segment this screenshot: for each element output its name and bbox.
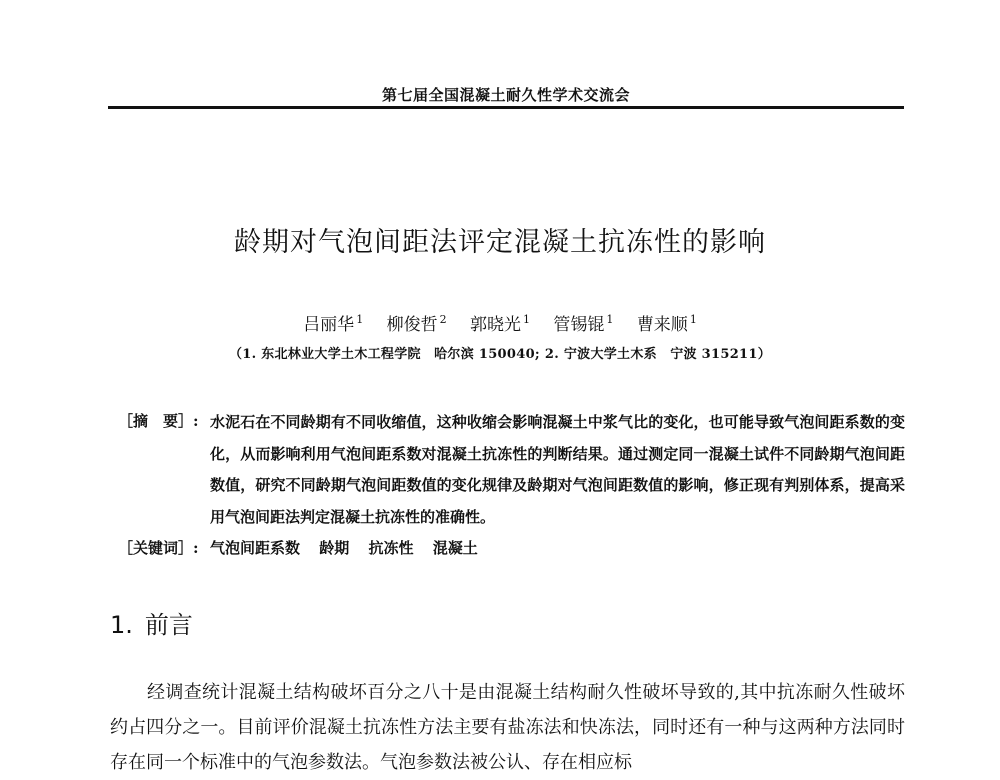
keywords-label: ［关键词］: <box>118 539 199 557</box>
author-name: 郭晓光 <box>470 315 521 335</box>
keywords-list <box>210 537 492 558</box>
abstract-label: ［摘 要］: <box>118 412 199 430</box>
abstract-text: 水泥石在不同龄期有不同收缩值，这种收缩会影响混凝土中浆气比的变化，也可能导致气泡间距系数的变化，从而影响利用气泡间距系数对混凝土抗冻性的判断结果。通过测定同一混凝土试件不同龄期气泡间距数值，研究不同龄期气泡间距数值的变化规律及龄期对气泡间距数值的影响，修正现有判别体系，提高采用气泡间距法判定混凝土抗冻性的准确性。 <box>210 413 905 526</box>
paper-title: 龄期对气泡间距法评定混凝土抗冻性的影响 <box>234 227 766 258</box>
keyword: 混凝土 <box>432 539 478 557</box>
body-paragraph: 经调查统计混凝土结构破坏百分之八十是由混凝土结构耐久性破坏导致的,其中抗冻耐久性破坏约占四分之一。目前评价混凝土抗冻性方法主要有盐冻法和快冻法，同时还有一种与这两种方法同时存在同一个标准中的气泡参数法。气泡参数法被公认、存在相应标 <box>110 682 905 773</box>
author-affil-mark: 1 <box>606 313 614 327</box>
author <box>387 315 447 335</box>
keyword: 龄期 <box>319 539 350 557</box>
section-number: 1. <box>110 611 133 639</box>
author-affil-mark: 1 <box>523 313 530 327</box>
author-name: 柳俊哲 <box>386 315 438 335</box>
author-name: 吕丽华 <box>303 315 355 335</box>
keyword: 抗冻性 <box>368 539 414 557</box>
author <box>553 315 613 335</box>
author <box>637 315 697 335</box>
section-title: 前言 <box>144 611 193 639</box>
author-affil-mark: 1 <box>356 313 364 327</box>
author-affil-mark: 2 <box>439 313 447 327</box>
keyword: 气泡间距系数 <box>210 539 301 557</box>
author-affil-mark: 1 <box>689 313 697 327</box>
author-name: 曹来顺 <box>636 315 688 335</box>
affiliations: （1. 东北林业大学土木工程学院 哈尔滨 150040; 2. 宁波大学土木系 宁波 315211） <box>228 347 772 362</box>
conference-header: 第七届全国混凝土耐久性学术交流会 <box>381 86 630 104</box>
author <box>470 315 530 335</box>
author <box>303 315 363 335</box>
section-heading <box>110 605 193 640</box>
header-rule <box>108 106 904 109</box>
author-name: 管锡锟 <box>553 315 605 335</box>
author-list <box>100 310 900 335</box>
